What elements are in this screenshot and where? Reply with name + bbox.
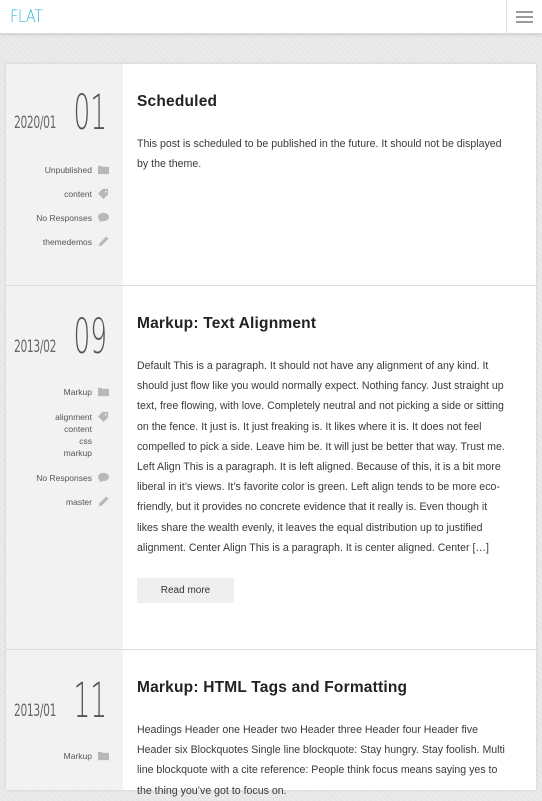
post-sidebar <box>6 64 123 285</box>
post-list <box>6 64 536 797</box>
post-content <box>123 286 536 649</box>
post-sidebar <box>6 650 123 790</box>
post-meta <box>10 750 110 762</box>
post-content <box>123 650 536 797</box>
tag-icon <box>98 411 110 423</box>
post-title[interactable]: Markup: Text Alignment <box>137 315 317 332</box>
comment-icon <box>98 212 110 224</box>
category-label[interactable]: Markup <box>63 387 92 397</box>
post <box>6 650 536 797</box>
tag-label[interactable]: markup <box>63 448 92 458</box>
tag-list <box>55 411 92 459</box>
post-author[interactable] <box>10 236 110 248</box>
post-date-day: 11 <box>73 673 107 729</box>
post-excerpt: Headings Header one Header two Header three Header four Header five Header six Blockquotes Single line blockquote: Stay hungry. Stay foolish. Multi line blockquote with a cite reference: People think focus means saying yes to the thing you’ve got to focus on. <box>137 724 505 797</box>
pencil-icon <box>98 496 110 508</box>
comments-label[interactable]: No Responses <box>36 473 92 483</box>
post-comments[interactable] <box>10 212 110 224</box>
category-label[interactable]: Unpublished <box>44 165 92 175</box>
post-date <box>0 309 107 365</box>
post-sidebar <box>6 286 123 649</box>
post-category[interactable] <box>10 750 110 762</box>
tag-label[interactable]: alignment <box>55 412 92 422</box>
post-excerpt: This post is scheduled to be published in the future. It should not be displayed by the theme. <box>137 138 502 171</box>
tag-label[interactable]: css <box>79 436 92 446</box>
pencil-icon <box>98 236 110 248</box>
site-logo[interactable]: FLAT <box>10 7 43 27</box>
comment-icon <box>98 472 110 484</box>
post-date-year-month: 2013/01 <box>13 701 56 721</box>
menu-button[interactable] <box>506 0 542 34</box>
post-category[interactable] <box>10 386 110 398</box>
hamburger-icon-line <box>516 21 533 23</box>
post-date-year-month: 2013/02 <box>13 337 56 357</box>
post-excerpt: Default This is a paragraph. It should not have any alignment of any kind. It should just flow like you would normally expect. Nothing fancy. Just straight up text, free flowing, with love. Completely neutral and not picking a side or sitting on the fence. It just is. It just freaking is. It likes where it is. It does not feel compelled to pick a side. Leave him be. It will just be better that way. Trust me. Left Align This is a paragraph. It is left aligned. Because of this, it is a bit more liberal in it’s views. It’s favorite color is green. Left align tends to be more eco-friendly, but it provides no concrete evidence that it really is. Even though it likes share the wealth evenly, it leaves the equal distribution up to justified alignment. Center Align This is a paragraph. It is center aligned. Center […] <box>137 360 505 554</box>
author-label[interactable]: master <box>66 497 92 507</box>
folder-icon <box>98 750 110 762</box>
post-date <box>0 85 107 141</box>
post-title[interactable]: Scheduled <box>137 93 218 110</box>
tag-label[interactable]: content <box>64 424 92 434</box>
hamburger-icon-line <box>516 11 533 13</box>
hamburger-icon-line <box>516 16 533 18</box>
post-title[interactable]: Markup: HTML Tags and Formatting <box>137 679 408 696</box>
post-comments[interactable] <box>10 472 110 484</box>
post-date-year-month: 2020/01 <box>13 113 56 133</box>
post-date <box>0 673 107 729</box>
post-tags <box>10 188 110 200</box>
top-bar <box>0 0 542 34</box>
post-category[interactable] <box>10 164 110 176</box>
post-tags <box>10 411 110 459</box>
read-more-button[interactable]: Read more <box>137 578 234 603</box>
post-content <box>123 64 536 285</box>
folder-icon <box>98 164 110 176</box>
category-label[interactable]: Markup <box>63 751 92 761</box>
comments-label[interactable]: No Responses <box>36 213 92 223</box>
tag-icon <box>98 188 110 200</box>
post-date-day: 09 <box>73 309 107 365</box>
post <box>6 64 536 286</box>
post-meta <box>10 386 110 508</box>
author-label[interactable]: themedemos <box>42 237 92 247</box>
tag-label[interactable]: content <box>64 189 92 199</box>
post-author[interactable] <box>10 496 110 508</box>
folder-icon <box>98 386 110 398</box>
post-date-day: 01 <box>73 85 107 141</box>
post <box>6 286 536 650</box>
post-meta <box>10 164 110 248</box>
